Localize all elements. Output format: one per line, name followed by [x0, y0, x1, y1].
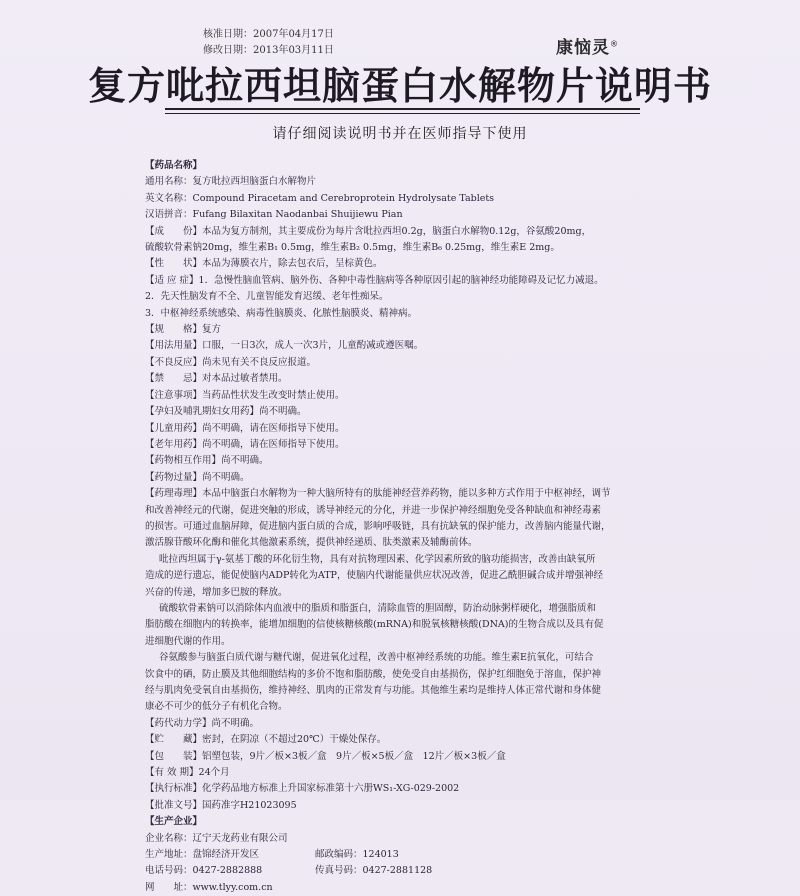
pinyin-name: 汉语拼音：Fufang Bilaxitan Naodanbai Shuijiewu Pian — [145, 209, 403, 221]
piracetam-line-2: 造成的逆行遗忘，能促使脑内ADP转化为ATP，使脑内代谢能量供应状况改善，促进乙酰胆碱合成并增强神经 — [145, 570, 603, 582]
glutamate-line-1-text: 谷氨酸参与脑蛋白质代谢与糖代谢，促进氧化过程，改善中枢神经系统的功能。维生素E抗氧化，可结合 — [159, 652, 594, 664]
pharmacology-line-1: 【药理毒理】本品中脑蛋白水解物为一种大脑所特有的肽能神经营养药物，能以多种方式作用于中枢神经，调节 — [145, 488, 611, 500]
overdose: 【药物过量】尚不明确。 — [145, 471, 250, 483]
pharmacology-line-2: 和改善神经元的代谢，促进突触的形成，诱导神经元的分化，并进一步保护神经细胞免受各种缺血和神经毒素 — [145, 504, 602, 516]
standard: 【执行标准】化学药品地方标准上升国家标准第十六册WS₁-XG-029-2002 — [145, 783, 460, 795]
chondroitin-line-1 — [145, 601, 665, 617]
adverse-reactions: 【不良反应】尚未见有关不良反应报道。 — [145, 356, 317, 368]
piracetam-line-1 — [145, 552, 665, 568]
glutamate-line-3: 经与肌肉免受氧自由基损伤，维持神经、肌肉的正常发育与功能。其他维生素均是维持人体正常代谢和身体健 — [145, 685, 602, 696]
english-name: 英文名称：Compound Piracetam and Cerebroprotein Hydrolysate Tablets — [145, 192, 495, 204]
pharmacology-line-3: 的损害。可通过血脑屏障，促进脑内蛋白质的合成，影响呼吸链，具有抗缺氧的保护能力，改善脑内能量代谢， — [145, 520, 611, 532]
document-subtitle: 请仔细阅读说明书并在医师指导下使用 — [272, 126, 528, 142]
composition-line-1: 【成 份】本品为复方制剂，其主要成份为每片含吡拉西坦0.2g，脑蛋白水解物0.12g，谷氨酸20mg， — [145, 225, 592, 237]
address-postcode-row — [145, 847, 665, 863]
website: 网 址：www.tlyy.com.cn — [145, 881, 273, 893]
specification: 【规 格】复方 — [145, 324, 222, 336]
chondroitin-line-3: 进细胞代谢的作用。 — [145, 635, 231, 647]
document-title: 复方吡拉西坦脑蛋白水解物片说明书 — [87, 64, 712, 108]
registered-mark: ® — [610, 39, 619, 49]
indication-3: 3．中枢神经系统感染、病毒性脑膜炎、化脓性脑膜炎、精神病。 — [145, 307, 418, 319]
title-underline-thin — [165, 113, 640, 114]
precautions: 【注意事项】当药品性状发生改变时禁止使用。 — [145, 389, 345, 401]
phone: 电话号码：0427-2882888 — [145, 865, 263, 877]
pharmacokinetics: 【药代动力学】尚不明确。 — [145, 717, 260, 729]
revision-date: 修改日期：2013年03月11日 — [203, 45, 334, 56]
section-manufacturer: 【生产企业】 — [145, 816, 203, 828]
geriatric-use: 【老年用药】尚不明确，请在医师指导下使用。 — [145, 438, 345, 450]
indication-2: 2．先天性脑发育不全、儿童智能发育迟缓、老年性痴呆。 — [145, 291, 389, 303]
approval-number: 【批准文号】国药准字H21023095 — [145, 799, 297, 811]
title-underline — [165, 108, 640, 110]
piracetam-line-1-text: 吡拉西坦属于γ-氨基丁酸的环化衍生物，具有对抗物理因素、化学因素所致的脑功能损害，改善由缺氧所 — [159, 553, 596, 565]
shelf-life: 【有 效 期】24个月 — [145, 767, 230, 779]
appearance: 【性 状】本品为薄膜衣片，除去包衣后，呈棕黄色。 — [145, 258, 383, 270]
composition-line-2: 硫酸软骨素钠20mg，维生素B₁ 0.5mg，维生素B₂ 0.5mg，维生素B₆ 0.25mg，维生素E 2mg。 — [145, 242, 560, 254]
glutamate-line-2: 饮食中的硒，防止膜及其他细胞结构的多价不饱和脂肪酸，使免受自由基损伤，保护红细胞免于溶血，保护神 — [145, 668, 602, 680]
leaflet-body — [145, 158, 665, 896]
pregnancy-use: 【孕妇及哺乳期妇女用药】尚不明确。 — [145, 406, 307, 418]
glutamate-line-4: 康必不可少的低分子有机化合物。 — [145, 701, 288, 713]
piracetam-line-3: 兴奋的传递，增加多巴胺的释放。 — [145, 586, 288, 598]
pediatric-use: 【儿童用药】尚不明确，请在医师指导下使用。 — [145, 422, 345, 434]
generic-name: 通用名称：复方吡拉西坦脑蛋白水解物片 — [145, 176, 317, 188]
fax: 传真号码：0427-2881128 — [315, 865, 433, 877]
drug-interactions: 【药物相互作用】尚不明确。 — [145, 455, 269, 467]
storage: 【贮 藏】密封，在阴凉（不超过20℃）干燥处保存。 — [145, 734, 387, 746]
phone-fax-row — [145, 863, 665, 879]
contraindications: 【禁 忌】对本品过敏者禁用。 — [145, 373, 288, 385]
packaging: 【包 装】铝塑包装，9片／板×3板／盒 9片／板×5板／盒 12片／板×3板／盒 — [145, 750, 506, 762]
section-drug-name: 【药品名称】 — [145, 160, 203, 171]
indication-1: 【适 应 症】1．急慢性脑血管病、脑外伤、各种中毒性脑病等各种原因引起的脑神经功能障碍及记忆力减退。 — [145, 274, 604, 286]
approval-date: 核准日期：2007年04月17日 — [203, 29, 334, 40]
company-name: 企业名称：辽宁天龙药业有限公司 — [145, 832, 288, 844]
brand-name: 康恼灵 — [556, 38, 610, 58]
chondroitin-line-2: 脂肪酸在细胞内的转换率，能增加细胞的信使核糖核酸(mRNA)和脱氧核糖核酸(DNA)的生物合成以及具有促 — [145, 619, 604, 631]
postcode: 邮政编码：124013 — [315, 849, 399, 861]
usage-dosage: 【用法用量】口服，一日3次，成人一次3片，儿童酌减或遵医嘱。 — [145, 340, 424, 352]
chondroitin-line-1-text: 硫酸软骨素钠可以消除体内血液中的脂质和脂蛋白，清除血管的胆固醇，防治动脉粥样硬化，增强脂质和 — [159, 602, 597, 614]
pharmacology-line-4: 激活腺苷酸环化酶和催化其他激素系统，提供神经递质、肽类激素及辅酶前体。 — [145, 537, 478, 549]
glutamate-line-1 — [145, 650, 665, 666]
address: 生产地址：盘锦经济开发区 — [145, 849, 260, 861]
